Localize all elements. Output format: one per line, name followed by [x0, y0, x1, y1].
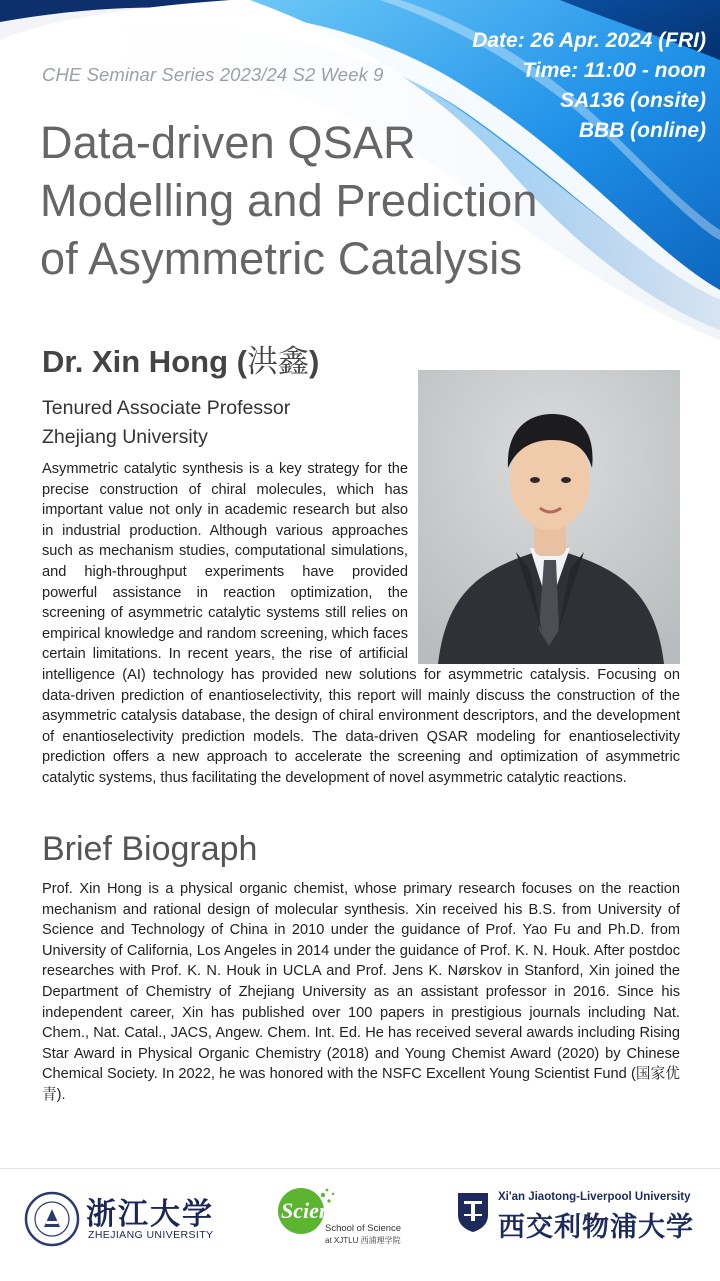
event-time: Time: 11:00 - noon [522, 59, 706, 82]
footer-logos [0, 1168, 720, 1281]
xjtlu-logo [456, 1191, 706, 1251]
xjtlu-name-cn: 西交利物浦大学 [498, 1212, 694, 1243]
zju-name-en: ZHEJIANG UNIVERSITY [88, 1229, 214, 1241]
seminar-series-label: CHE Seminar Series 2023/24 S2 Week 9 [42, 64, 384, 85]
speaker-name [42, 336, 319, 381]
speaker-name-close: ) [308, 344, 320, 379]
speaker-university: Zhejiang University [42, 426, 208, 448]
title-line: Data-driven QSAR [40, 117, 416, 168]
science-subtitle-1: School of Science [325, 1223, 402, 1234]
science-word: Science [281, 1198, 351, 1223]
event-date: Date: 26 Apr. 2024 (FRI) [472, 29, 706, 52]
bio-heading: Brief Biograph [42, 830, 258, 868]
title-line: Modelling and Prediction [40, 175, 538, 226]
talk-title [40, 114, 680, 288]
science-logo [275, 1183, 415, 1253]
speaker-position: Tenured Associate Professor [42, 397, 291, 419]
speaker-name-cn: 洪鑫 [246, 344, 309, 379]
zju-seal-icon [24, 1191, 80, 1247]
speaker-name-en: Dr. Xin Hong ( [42, 344, 247, 379]
abstract [42, 459, 680, 789]
zju-name-cn: 浙江大学 [86, 1197, 214, 1232]
xjtlu-name-en: Xi'an Jiaotong-Liverpool University [498, 1191, 691, 1203]
bio-text: Prof. Xin Hong is a physical organic chemist, whose primary research focuses on the reaction mechanism and rational design of molecular synthesis. Xin received his B.S. from University of Science and Technology of China in 2010 under the guidance of Prof. Yao Fu and Ph.D. from University of California, Los Angeles in 2014 under the guidance of Prof. K. N. Houk. After postdoc researches with Prof. K. N. Houk in UCLA and Prof. Jens K. Nørskov in Stanford, Xin joined the Department of Chemistry of Zhejiang University as an assistant professor in 2016. Since his independent career, Xin has published over 100 papers in prestigious journals including Nat. Chem., Nat. Catal., JACS, Angew. Chem. Int. Ed. He has received several awards including Rising Star Award in Physical Organic Chemistry (2018) and Young Chemist Award (2020) by Chinese Chemical Society. In 2022, he was honored with the NSFC Excellent Young Scientist Fund (国家优青). [42, 881, 680, 1103]
speaker-affiliation [42, 394, 290, 452]
title-line: of Asymmetric Catalysis [40, 233, 523, 284]
speaker-photo [418, 370, 680, 664]
xjtlu-shield-icon [456, 1191, 490, 1233]
zju-logo [24, 1189, 224, 1249]
science-subtitle-2: at XJTLU 西浦理学院 [325, 1236, 401, 1245]
venue-onsite: SA136 (onsite) [560, 89, 706, 112]
abstract-text: Asymmetric catalytic synthesis is a key strategy for the precise construction of chiral molecules, which has important value not only in academic research but also in industrial production. Although various approaches such as mechanism studies, computational simulations, and high-throughput experiments have provided powerful assistance in reaction optimization, the screening of asymmetric catalytic systems still relies on empirical knowledge and random screening, which faces certain limitations. In recent years, the rise of artificial intelligence (AI) technology has provided new solutions for asymmetric catalysis. Focusing on data-driven prediction of enantioselectivity, this report will mainly discuss the construction of the asymmetric catalysis database, the design of chiral environment descriptors, and the development of enantioselectivity prediction models. The data-driven QSAR modeling for enantioselectivity prediction offers a new approach to accelerate the screening and optimization of asymmetric catalytic systems, thus facilitating the development of novel asymmetric catalytic reactions. [42, 461, 680, 786]
venue-online: BBB (online) [578, 119, 706, 142]
